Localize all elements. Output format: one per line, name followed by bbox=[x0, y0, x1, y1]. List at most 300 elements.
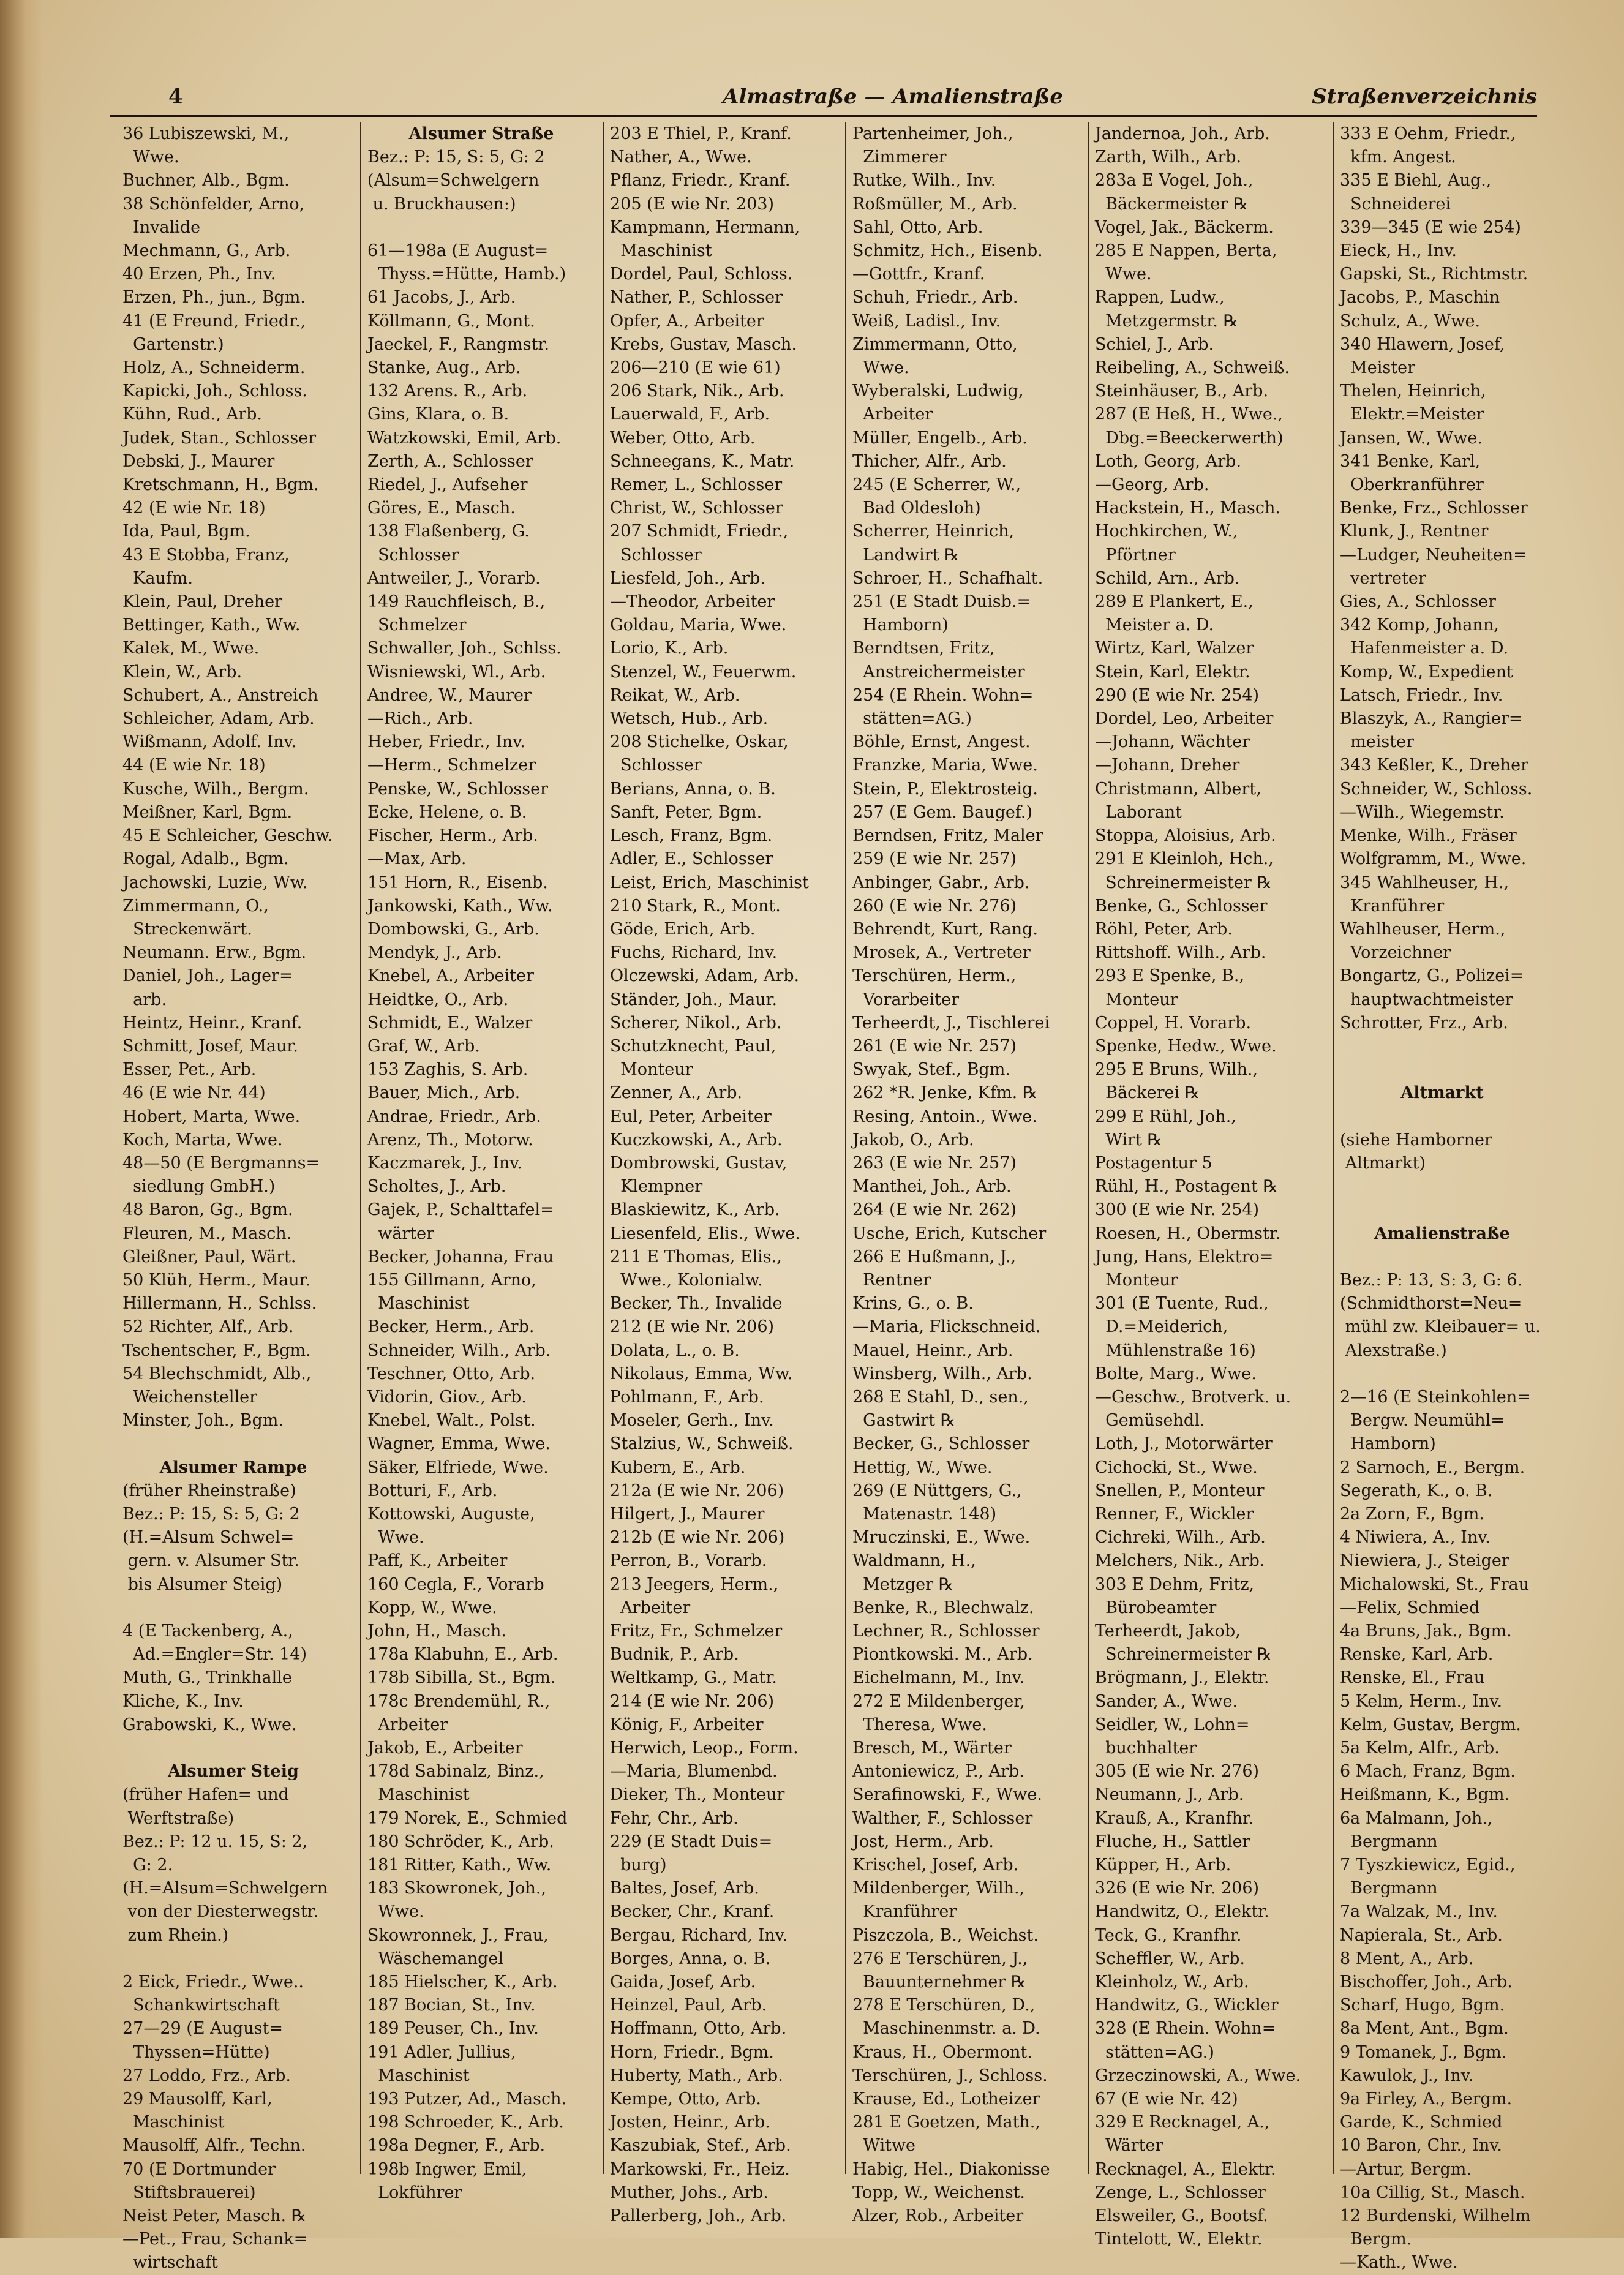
directory-entry: Blaszyk, A., Rangier= bbox=[1340, 709, 1523, 729]
directory-entry: Reibeling, A., Schweiß. bbox=[1095, 358, 1290, 378]
directory-entry: Bergmann bbox=[1340, 1879, 1438, 1898]
column-3 bbox=[603, 122, 836, 2226]
directory-entry: Metzgermstr. ℞ bbox=[1095, 311, 1238, 331]
directory-entry: Göde, Erich, Arb. bbox=[610, 919, 756, 939]
directory-entry: Benke, G., Schlosser bbox=[1095, 896, 1268, 916]
directory-entry: Franzke, Maria, Wwe. bbox=[852, 756, 1038, 775]
directory-entry: Spenke, Hedw., Wwe. bbox=[1095, 1036, 1277, 1056]
directory-entry: Melchers, Nik., Arb. bbox=[1095, 1551, 1265, 1571]
directory-entry: Pförtner bbox=[1095, 545, 1176, 565]
directory-entry: Mechmann, G., Arb. bbox=[122, 241, 291, 261]
directory-entry: Daniel, Joh., Lager= bbox=[122, 966, 293, 986]
directory-entry: (Schmidthorst=Neu= bbox=[1340, 1294, 1522, 1314]
directory-entry: Koch, Marta, Wwe. bbox=[122, 1130, 283, 1149]
directory-entry: Hafenmeister a. D. bbox=[1340, 639, 1509, 658]
directory-entry: Wahlheuser, Herm., bbox=[1340, 919, 1506, 939]
directory-entry: Liesfeld, Joh., Arb. bbox=[610, 568, 765, 588]
directory-entry: (Alsum=Schwelgern bbox=[367, 171, 539, 190]
directory-entry: Zerth, A., Schlosser bbox=[367, 451, 533, 471]
directory-entry: Becker, Th., Invalide bbox=[610, 1294, 783, 1314]
directory-entry: Jacobs, P., Maschin bbox=[1340, 288, 1500, 307]
directory-entry: Jankowski, Kath., Ww. bbox=[367, 896, 553, 916]
directory-entry: Bongartz, G., Polizei= bbox=[1340, 966, 1524, 986]
directory-entry: Sahl, Otto, Arb. bbox=[852, 217, 983, 237]
directory-entry: Jaeckel, F., Rangmstr. bbox=[367, 334, 549, 354]
directory-entry: 198b Ingwer, Emil, bbox=[367, 2159, 527, 2179]
directory-entry: Schreinermeister ℞ bbox=[1095, 873, 1272, 892]
directory-entry: 259 (E wie Nr. 257) bbox=[852, 849, 1017, 869]
directory-entry: 300 (E wie Nr. 254) bbox=[1095, 1200, 1260, 1220]
directory-entry: Scheffler, W., Arb. bbox=[1095, 1949, 1245, 1968]
directory-entry: Botturi, F., Arb. bbox=[367, 1481, 498, 1500]
directory-entry: Schmitt, Josef, Maur. bbox=[122, 1036, 298, 1056]
directory-entry: Oberkranführer bbox=[1340, 475, 1484, 495]
directory-entry: 285 E Nappen, Berta, bbox=[1095, 241, 1277, 261]
directory-entry: Jandernoa, Joh., Arb. bbox=[1095, 124, 1270, 143]
page-header bbox=[110, 78, 1537, 117]
directory-entry: Kaszubiak, Stef., Arb. bbox=[610, 2136, 791, 2156]
directory-entry: Dordel, Leo, Arbeiter bbox=[1095, 709, 1274, 729]
directory-entry: Heißmann, K., Bgm. bbox=[1340, 1785, 1510, 1805]
directory-entry: 326 (E wie Nr. 206) bbox=[1095, 1879, 1260, 1898]
directory-entry: 293 E Spenke, B., bbox=[1095, 966, 1245, 986]
directory-entry: Eichelmann, M., Inv. bbox=[852, 1668, 1025, 1688]
spacer bbox=[1340, 1363, 1544, 1386]
directory-entry: Thyssen=Hütte) bbox=[122, 2042, 270, 2062]
directory-entry: Olczewski, Adam, Arb. bbox=[610, 966, 800, 986]
directory-entry: 29 Mausolff, Karl, bbox=[122, 2089, 273, 2109]
directory-entry: Perron, B., Vorarb. bbox=[610, 1551, 767, 1571]
directory-entry: Becker, Herm., Arb. bbox=[367, 1317, 535, 1337]
directory-entry: Kampmann, Hermann, bbox=[610, 217, 800, 237]
directory-entry: Schroer, H., Schafhalt. bbox=[852, 568, 1043, 588]
directory-entry: Dordel, Paul, Schloss. bbox=[610, 265, 793, 284]
directory-entry: 303 E Dehm, Fritz, bbox=[1095, 1574, 1255, 1594]
directory-entry: Bez.: P: 13, S: 3, G: 6. bbox=[1340, 1270, 1523, 1290]
directory-entry: Jakob, E., Arbeiter bbox=[367, 1739, 523, 1758]
directory-entry: Winsberg, Wilh., Arb. bbox=[852, 1364, 1032, 1383]
directory-entry: Fritz, Fr., Schmelzer bbox=[610, 1622, 783, 1641]
directory-entry: Hamborn) bbox=[1340, 1434, 1436, 1454]
directory-entry: Jachowski, Luzie, Ww. bbox=[122, 873, 308, 892]
directory-entry: Baltes, Josef, Arb. bbox=[610, 1879, 759, 1898]
directory-entry: —Felix, Schmied bbox=[1340, 1598, 1480, 1617]
directory-entry: Schiel, J., Arb. bbox=[1095, 334, 1214, 354]
directory-entry: Thelen, Heinrich, bbox=[1340, 382, 1486, 401]
directory-entry: Maschinenmstr. a. D. bbox=[852, 2019, 1040, 2039]
directory-entry: Maschinist bbox=[122, 2113, 225, 2132]
directory-entry: Horn, Friedr., Bgm. bbox=[610, 2042, 774, 2062]
directory-entry: Theresa, Wwe. bbox=[852, 1715, 987, 1734]
directory-entry: Schreinermeister ℞ bbox=[1095, 1645, 1272, 1664]
column-1 bbox=[122, 122, 344, 2273]
directory-entry: Dbg.=Beeckerwerth) bbox=[1095, 428, 1284, 448]
directory-entry: 61—198a (E August= bbox=[367, 241, 549, 261]
directory-entry: 36 Lubiszewski, M., bbox=[122, 124, 290, 143]
directory-entry: 38 Schönfelder, Arno, bbox=[122, 194, 305, 214]
directory-entry: Jost, Herm., Arb. bbox=[852, 1832, 994, 1851]
directory-entry: Roßmüller, M., Arb. bbox=[852, 194, 1018, 214]
directory-entry: Moseler, Gerh., Inv. bbox=[610, 1411, 774, 1431]
directory-entry: Krins, G., o. B. bbox=[852, 1294, 974, 1314]
street-heading: Alsumer Straße bbox=[408, 124, 554, 143]
directory-entry: 2—16 (E Steinkohlen= bbox=[1340, 1387, 1531, 1407]
directory-entry: Nather, A., Wwe. bbox=[610, 148, 752, 167]
directory-entry: Landwirt ℞ bbox=[852, 545, 960, 565]
directory-entry: Hoffmann, Otto, Arb. bbox=[610, 2019, 787, 2039]
directory-entry: Alexstraße.) bbox=[1340, 1341, 1447, 1360]
directory-entry: Wetsch, Hub., Arb. bbox=[610, 709, 769, 729]
directory-entry: 61 Jacobs, J., Arb. bbox=[367, 288, 516, 307]
directory-entry: 245 (E Scherrer, W., bbox=[852, 475, 1021, 495]
directory-entry: —Wilh., Wiegemstr. bbox=[1340, 802, 1505, 822]
directory-entry: Vorzeichner bbox=[1340, 943, 1451, 963]
directory-entry: 206—210 (E wie 61) bbox=[610, 358, 781, 378]
directory-entry: Bez.: P: 15, S: 5, G: 2 bbox=[367, 148, 545, 167]
directory-entry: Fluche, H., Sattler bbox=[1095, 1832, 1250, 1851]
directory-entry: Stanke, Aug., Arb. bbox=[367, 358, 521, 378]
directory-entry: Terheerdt, J., Tischlerei bbox=[852, 1013, 1050, 1032]
directory-entry: Weltkamp, G., Matr. bbox=[610, 1668, 777, 1688]
directory-entry: Scholtes, J., Arb. bbox=[367, 1177, 506, 1197]
directory-entry: Mühlenstraße 16) bbox=[1095, 1341, 1256, 1360]
directory-entry: Elektr.=Meister bbox=[1340, 405, 1484, 424]
directory-entry: Rutke, Wilh., Inv. bbox=[852, 171, 996, 190]
directory-entry: Bergw. Neumühl= bbox=[1340, 1411, 1505, 1431]
directory-entry: Ida, Paul, Bgm. bbox=[122, 522, 250, 541]
directory-entry: Segerath, K., o. B. bbox=[1340, 1481, 1493, 1500]
directory-entry: Holz, A., Schneiderm. bbox=[122, 358, 306, 378]
directory-entry: Arenz, Th., Motorw. bbox=[367, 1130, 533, 1149]
directory-entry: —Ludger, Neuheiten= bbox=[1340, 545, 1527, 565]
directory-entry: Monteur bbox=[1095, 990, 1178, 1009]
directory-entry: 160 Cegla, F., Vorarb bbox=[367, 1574, 544, 1594]
directory-entry: Müller, Engelb., Arb. bbox=[852, 428, 1028, 448]
directory-entry: Wagner, Emma, Wwe. bbox=[367, 1434, 551, 1454]
directory-entry: 211 E Thomas, Elis., bbox=[610, 1247, 782, 1266]
directory-entry: 8 Ment, A., Arb. bbox=[1340, 1949, 1474, 1968]
directory-entry: Gemüsehdl. bbox=[1095, 1411, 1205, 1431]
directory-entry: Zenge, L., Schlosser bbox=[1095, 2183, 1266, 2202]
directory-entry: Watzkowski, Emil, Arb. bbox=[367, 428, 562, 448]
directory-entry: Schutzknecht, Paul, bbox=[610, 1036, 776, 1056]
directory-entry: Terschüren, J., Schloss. bbox=[852, 2066, 1048, 2085]
directory-entry: 7a Walzak, M., Inv. bbox=[1340, 1902, 1498, 1922]
directory-entry: Ecke, Helene, o. B. bbox=[367, 802, 527, 822]
directory-entry: Andrae, Friedr., Arb. bbox=[367, 1107, 541, 1126]
directory-entry: 251 (E Stadt Duisb.= bbox=[852, 592, 1031, 612]
directory-entry: Behrendt, Kurt, Rang. bbox=[852, 919, 1038, 939]
directory-entry: Kühn, Rud., Arb. bbox=[122, 405, 262, 424]
directory-entry: Maschinist bbox=[367, 1294, 470, 1314]
directory-entry: Penske, W., Schlosser bbox=[367, 779, 548, 799]
directory-entry: Dolata, L., o. B. bbox=[610, 1341, 740, 1360]
directory-entry: Nather, P., Schlosser bbox=[610, 288, 783, 307]
directory-entry: 206 Stark, Nik., Arb. bbox=[610, 382, 784, 401]
directory-entry: Muth, G., Trinkhalle bbox=[122, 1668, 292, 1688]
directory-entry: Bauer, Mich., Arb. bbox=[367, 1083, 521, 1103]
directory-entry: Meister a. D. bbox=[1095, 615, 1214, 635]
directory-entry: Kottowski, Auguste, bbox=[367, 1504, 535, 1524]
directory-entry: 263 (E wie Nr. 257) bbox=[852, 1153, 1017, 1173]
directory-entry: 41 (E Freund, Friedr., bbox=[122, 311, 306, 331]
directory-entry: Meißner, Karl, Bgm. bbox=[122, 802, 293, 822]
directory-entry: Renske, Karl, Arb. bbox=[1340, 1645, 1494, 1664]
directory-entry: Schneider, W., Schloss. bbox=[1340, 779, 1533, 799]
directory-entry: 4 (E Tackenberg, A., bbox=[122, 1622, 293, 1641]
directory-entry: Streckenwärt. bbox=[122, 919, 252, 939]
directory-entry: Terheerdt, Jakob, bbox=[1095, 1622, 1241, 1641]
directory-entry: Judek, Stan., Schlosser bbox=[122, 428, 317, 448]
column-5 bbox=[1088, 122, 1325, 2249]
directory-entry: Hilgert, J., Maurer bbox=[610, 1504, 765, 1524]
directory-entry: (früher Rheinstraße) bbox=[122, 1481, 296, 1500]
directory-entry: Jakob, O., Arb. bbox=[852, 1130, 974, 1149]
directory-entry: Knebel, Walt., Polst. bbox=[367, 1411, 536, 1431]
directory-entry: Schneegans, K., Matr. bbox=[610, 451, 795, 471]
directory-entry: Pallerberg, Joh., Arb. bbox=[610, 2206, 787, 2226]
directory-entry: Kraus, H., Obermont. bbox=[852, 2042, 1032, 2062]
directory-entry: Rittshoff. Wilh., Arb. bbox=[1095, 943, 1266, 963]
directory-entry: Renner, F., Wickler bbox=[1095, 1504, 1254, 1524]
directory-entry: —Artur, Bergm. bbox=[1340, 2159, 1472, 2179]
directory-entry: Usche, Erich, Kutscher bbox=[852, 1224, 1047, 1243]
directory-entry: Kempe, Otto, Arb. bbox=[610, 2089, 761, 2109]
directory-entry: 7 Tyszkiewicz, Egid., bbox=[1340, 1856, 1516, 1875]
directory-entry: Schlosser bbox=[610, 545, 702, 565]
directory-entry: 8a Ment, Ant., Bgm. bbox=[1340, 2019, 1509, 2039]
directory-entry: 178c Brendemühl, R., bbox=[367, 1691, 551, 1711]
directory-entry: Opfer, A., Arbeiter bbox=[610, 311, 764, 331]
directory-entry: Anbinger, Gabr., Arb. bbox=[852, 873, 1030, 892]
directory-entry: Ständer, Joh., Maur. bbox=[610, 990, 778, 1009]
directory-entry: Vorarbeiter bbox=[852, 990, 959, 1009]
directory-entry: Buchner, Alb., Bgm. bbox=[122, 171, 290, 190]
directory-entry: 329 E Recknagel, A., bbox=[1095, 2113, 1270, 2132]
directory-entry: Erzen, Ph., jun., Bgm. bbox=[122, 288, 306, 307]
directory-entry: Postagentur 5 bbox=[1095, 1153, 1212, 1173]
directory-entry: Remer, L., Schlosser bbox=[610, 475, 783, 495]
spacer bbox=[122, 1737, 344, 1760]
directory-entry: 181 Ritter, Kath., Ww. bbox=[367, 1856, 552, 1875]
directory-entry: Topp, W., Weichenst. bbox=[852, 2183, 1026, 2202]
directory-entry: Josten, Heinr., Arb. bbox=[610, 2113, 770, 2132]
directory-entry: 229 (E Stadt Duis= bbox=[610, 1832, 773, 1851]
directory-entry: Metzger ℞ bbox=[852, 1574, 953, 1594]
directory-entry: Esser, Pet., Arb. bbox=[122, 1060, 257, 1080]
directory-entry: Huberty, Math., Arb. bbox=[610, 2066, 783, 2085]
directory-entry: Bäckerei ℞ bbox=[1095, 1083, 1200, 1103]
spacer bbox=[1340, 1246, 1544, 1269]
directory-entry: Graf, W., Arb. bbox=[367, 1036, 480, 1056]
directory-entry: Swyak, Stef., Bgm. bbox=[852, 1060, 1010, 1080]
directory-entry: Thicher, Alfr., Arb. bbox=[852, 451, 1007, 471]
directory-entry: Roesen, H., Obermstr. bbox=[1095, 1224, 1281, 1243]
directory-entry: wirtschaft bbox=[122, 2253, 218, 2273]
directory-entry: Bad Oldesloh) bbox=[852, 498, 981, 518]
directory-entry: —Max, Arb. bbox=[367, 849, 467, 869]
directory-entry: Schneiderei bbox=[1340, 194, 1451, 214]
directory-entry: Arbeiter bbox=[852, 405, 933, 424]
directory-entry: Schlosser bbox=[367, 545, 459, 565]
directory-entry: 40 Erzen, Ph., Inv. bbox=[122, 265, 276, 284]
directory-entry: Kapicki, Joh., Schloss. bbox=[122, 382, 307, 401]
directory-entry: Hobert, Marta, Wwe. bbox=[122, 1107, 301, 1126]
directory-entry: 343 Keßler, K., Dreher bbox=[1340, 756, 1529, 775]
directory-entry: Muther, Johs., Arb. bbox=[610, 2183, 769, 2202]
directory-entry: Mildenberger, Wilh., bbox=[852, 1879, 1025, 1898]
directory-entry: Stein, P., Elektrosteig. bbox=[852, 779, 1038, 799]
directory-entry: siedlung GmbH.) bbox=[122, 1177, 276, 1197]
directory-entry: 12 Burdenski, Wilhelm bbox=[1340, 2206, 1531, 2226]
directory-entry: Lechner, R., Schlosser bbox=[852, 1622, 1040, 1641]
directory-entry: 45 E Schleicher, Geschw. bbox=[122, 826, 333, 846]
directory-entry: Brögmann, J., Elektr. bbox=[1095, 1668, 1269, 1688]
directory-entry: Wäschemangel bbox=[367, 1949, 503, 1968]
directory-entry: Maschinist bbox=[367, 1785, 470, 1805]
directory-entry: stätten=AG.) bbox=[1095, 2042, 1214, 2062]
directory-entry: Tschentscher, F., Bgm. bbox=[122, 1341, 311, 1360]
directory-entry: Heintz, Heinr., Kranf. bbox=[122, 1013, 303, 1032]
directory-entry: Rogal, Adalb., Bgm. bbox=[122, 849, 289, 869]
directory-entry: Grzeczinowski, A., Wwe. bbox=[1095, 2066, 1301, 2085]
directory-entry: Lokführer bbox=[367, 2183, 462, 2202]
directory-entry: 191 Adler, Jullius, bbox=[367, 2042, 516, 2062]
directory-entry: Minster, Joh., Bgm. bbox=[122, 1411, 284, 1431]
directory-entry: buchhalter bbox=[1095, 1739, 1197, 1758]
directory-entry: 178a Klabuhn, E., Arb. bbox=[367, 1645, 558, 1664]
directory-entry: Schankwirtschaft bbox=[122, 1996, 280, 2015]
directory-entry: Niewiera, J., Steiger bbox=[1340, 1551, 1509, 1571]
directory-entry: 257 (E Gem. Baugef.) bbox=[852, 802, 1032, 822]
directory-entry: —Maria, Blumenbd. bbox=[610, 1762, 778, 1781]
directory-entry: 44 (E wie Nr. 18) bbox=[122, 756, 266, 775]
directory-entry: 262 *R. Jenke, Kfm. ℞ bbox=[852, 1083, 1037, 1103]
directory-entry: König, F., Arbeiter bbox=[610, 1715, 764, 1734]
directory-entry: 261 (E wie Nr. 257) bbox=[852, 1036, 1017, 1056]
directory-entry: Kopp, W., Wwe. bbox=[367, 1598, 497, 1617]
directory-entry: Ad.=Engler=Str. 14) bbox=[122, 1645, 307, 1664]
directory-entry: Krause, Ed., Lotheizer bbox=[852, 2089, 1040, 2109]
directory-entry: Klein, W., Arb. bbox=[122, 662, 242, 682]
directory-entry: Stalzius, W., Schweiß. bbox=[610, 1434, 794, 1454]
directory-entry: Klempner bbox=[610, 1177, 703, 1197]
directory-entry: 208 Stichelke, Oskar, bbox=[610, 732, 789, 752]
directory-entry: Neist Peter, Masch. ℞ bbox=[122, 2206, 306, 2226]
directory-entry: Wwe. bbox=[367, 1528, 424, 1547]
directory-entry: Kretschmann, H., Bgm. bbox=[122, 475, 319, 495]
directory-entry: Michalowski, St., Frau bbox=[1340, 1574, 1530, 1594]
directory-entry: Loth, Georg, Arb. bbox=[1095, 451, 1242, 471]
directory-entry: 268 E Stahl, D., sen., bbox=[852, 1387, 1029, 1407]
directory-entry: Kranführer bbox=[852, 1902, 957, 1922]
directory-entry: Coppel, H. Vorarb. bbox=[1095, 1013, 1252, 1032]
directory-entry: Christ, W., Schlosser bbox=[610, 498, 783, 518]
directory-entry: 183 Skowronek, Joh., bbox=[367, 1879, 547, 1898]
directory-entry: 138 Flaßenberg, G. bbox=[367, 522, 530, 541]
directory-entry: 189 Peuser, Ch., Inv. bbox=[367, 2019, 539, 2039]
directory-entry: Eieck, H., Inv. bbox=[1340, 241, 1457, 261]
directory-entry: (siehe Hamborner bbox=[1340, 1130, 1492, 1149]
page-title: Almastraße — Amalienstraße bbox=[723, 85, 1064, 109]
directory-entry: Köllmann, G., Mont. bbox=[367, 311, 535, 331]
directory-entry: 264 (E wie Nr. 262) bbox=[852, 1200, 1017, 1220]
directory-entry: 213 Jeegers, Herm., bbox=[610, 1574, 779, 1594]
directory-entry: Bäckermeister ℞ bbox=[1095, 194, 1249, 214]
directory-entry: —Johann, Dreher bbox=[1095, 756, 1240, 775]
directory-entry: Kleinholz, W., Arb. bbox=[1095, 1972, 1249, 1992]
directory-entry: Stein, Karl, Elektr. bbox=[1095, 662, 1250, 682]
directory-entry: Terschüren, Herm., bbox=[852, 966, 1017, 986]
directory-entry: Becker, Chr., Kranf. bbox=[610, 1902, 775, 1922]
spacer bbox=[122, 1947, 344, 1971]
directory-entry: Liesenfeld, Elis., Wwe. bbox=[610, 1224, 800, 1243]
directory-entry: Debski, J., Maurer bbox=[122, 451, 275, 471]
directory-entry: meister bbox=[1340, 732, 1414, 752]
directory-entry: Berndtsen, Fritz, bbox=[852, 639, 995, 658]
directory-entry: Borges, Anna, o. B. bbox=[610, 1949, 771, 1968]
directory-entry: Klunk, J., Rentner bbox=[1340, 522, 1489, 541]
directory-entry: 179 Norek, E., Schmied bbox=[367, 1808, 568, 1828]
directory-entry: 9 Tomanek, J., Bgm. bbox=[1340, 2042, 1507, 2062]
directory-entry: 54 Blechschmidt, Alb., bbox=[122, 1364, 312, 1383]
directory-entry: Scherer, Nikol., Arb. bbox=[610, 1013, 782, 1032]
directory-entry: Stenzel, W., Feuerwm. bbox=[610, 662, 797, 682]
directory-entry: Partenheimer, Joh., bbox=[852, 124, 1013, 143]
directory-entry: Anstreichermeister bbox=[852, 662, 1025, 682]
directory-entry: 339—345 (E wie 254) bbox=[1340, 217, 1521, 237]
directory-entry: 210 Stark, R., Mont. bbox=[610, 896, 781, 916]
directory-entry: Latsch, Friedr., Inv. bbox=[1340, 685, 1503, 705]
directory-entry: arb. bbox=[122, 990, 167, 1009]
directory-entry: Bergau, Richard, Inv. bbox=[610, 1925, 788, 1945]
directory-entry: Röhl, Peter, Arb. bbox=[1095, 919, 1233, 939]
directory-entry: Wwe. bbox=[1095, 265, 1152, 284]
directory-entry: Wolfgramm, M., Wwe. bbox=[1340, 849, 1527, 869]
directory-entry: 155 Gillmann, Arno, bbox=[367, 1270, 536, 1290]
column-6 bbox=[1333, 122, 1544, 2273]
street-directory-columns bbox=[122, 122, 1541, 2273]
directory-entry: Walther, F., Schlosser bbox=[852, 1808, 1033, 1828]
directory-entry: 5 Kelm, Herm., Inv. bbox=[1340, 1691, 1503, 1711]
directory-entry: Lorio, K., Arb. bbox=[610, 639, 729, 658]
directory-entry: Waldmann, H., bbox=[852, 1551, 976, 1571]
directory-entry: 290 (E wie Nr. 254) bbox=[1095, 685, 1260, 705]
spacer bbox=[1340, 1175, 1544, 1198]
directory-entry: Lauerwald, F., Arb. bbox=[610, 405, 770, 424]
directory-entry: Elsweiler, G., Bootsf. bbox=[1095, 2206, 1268, 2226]
directory-entry: Mausolff, Alfr., Techn. bbox=[122, 2136, 306, 2156]
directory-entry: Kaczmarek, J., Inv. bbox=[367, 1153, 522, 1173]
directory-entry: 46 (E wie Nr. 44) bbox=[122, 1083, 266, 1103]
directory-entry: Renske, El., Frau bbox=[1340, 1668, 1485, 1688]
directory-entry: Sanft, Peter, Bgm. bbox=[610, 802, 762, 822]
directory-entry: Bauunternehmer ℞ bbox=[852, 1972, 1026, 1992]
directory-entry: —Geschw., Brotverk. u. bbox=[1095, 1387, 1291, 1407]
directory-entry: Goldau, Maria, Wwe. bbox=[610, 615, 787, 635]
directory-entry: Hamborn) bbox=[852, 615, 949, 635]
column-2 bbox=[360, 122, 595, 2202]
directory-entry: Pflanz, Friedr., Kranf. bbox=[610, 171, 791, 190]
directory-entry: Arbeiter bbox=[367, 1715, 448, 1734]
directory-entry: Schmelzer bbox=[367, 615, 467, 635]
directory-entry: gern. v. Alsumer Str. bbox=[122, 1551, 299, 1571]
directory-entry: Nikolaus, Emma, Ww. bbox=[610, 1364, 793, 1383]
directory-entry: Jung, Hans, Elektro= bbox=[1095, 1247, 1274, 1266]
directory-entry: Böhle, Ernst, Angest. bbox=[852, 732, 1031, 752]
directory-entry: Wirtz, Karl, Walzer bbox=[1095, 639, 1254, 658]
directory-entry: 178d Sabinalz, Binz., bbox=[367, 1762, 544, 1781]
